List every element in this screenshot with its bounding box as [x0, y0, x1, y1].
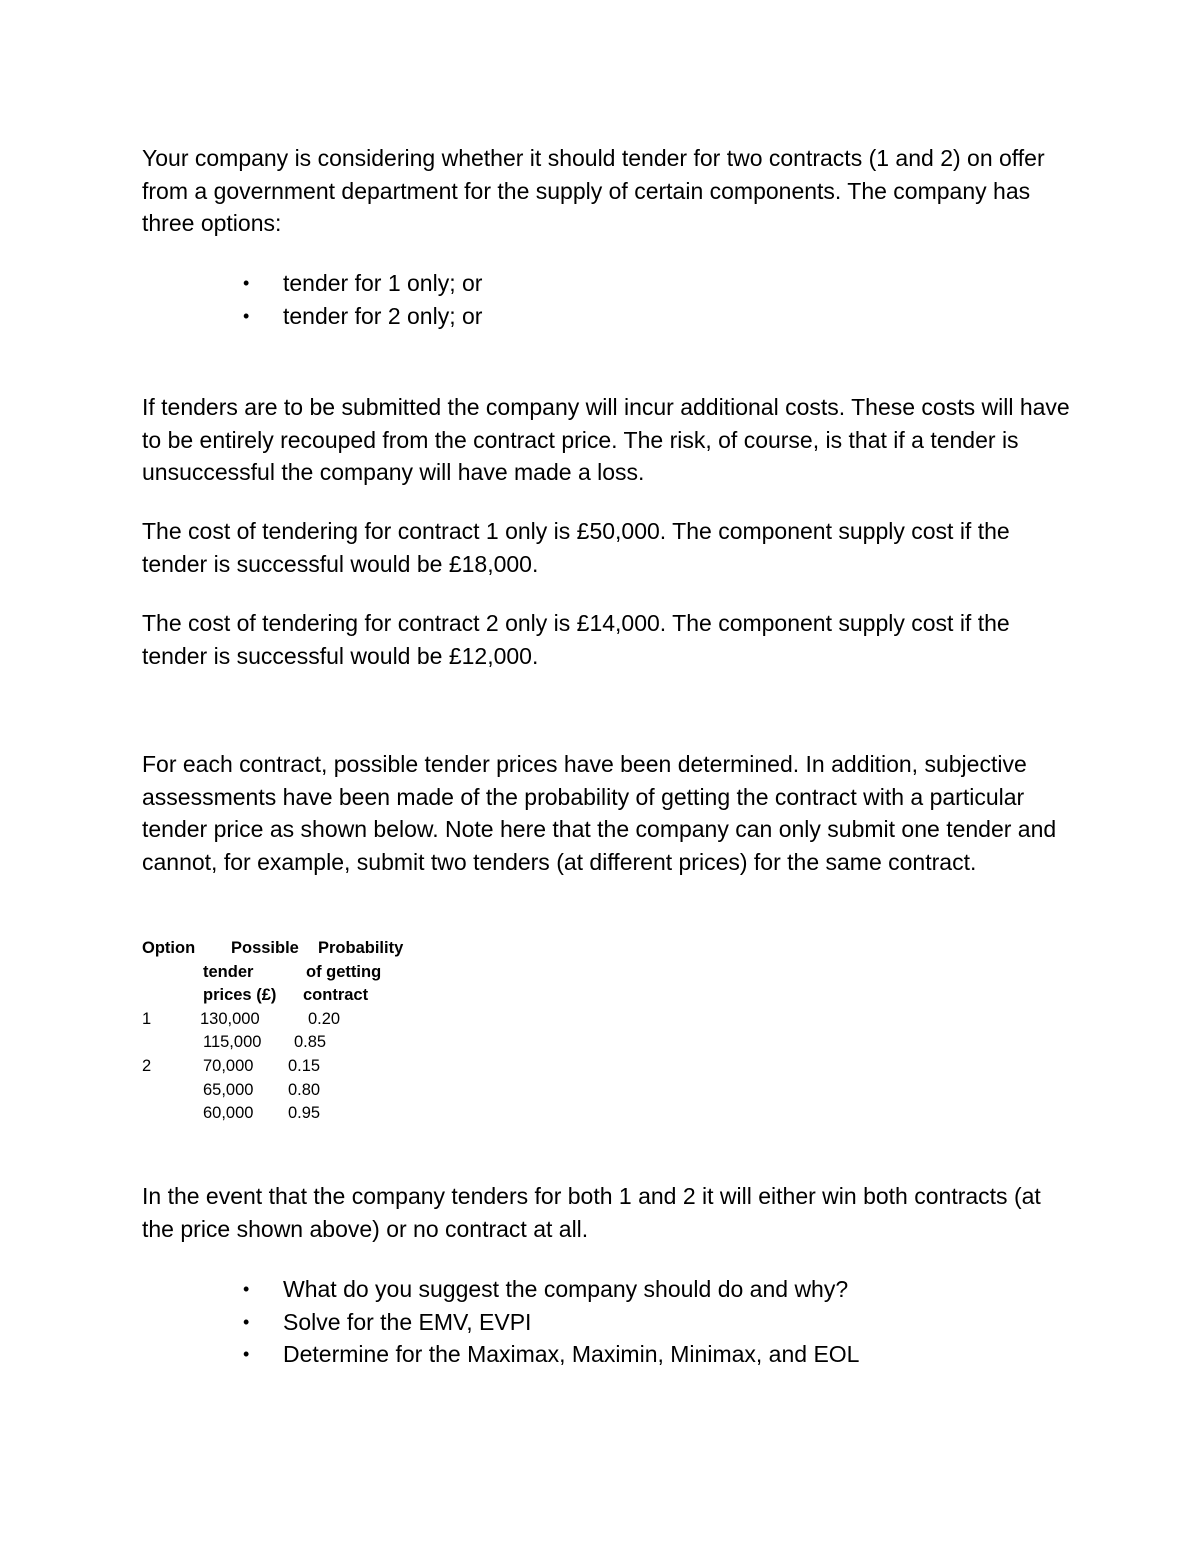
list-item [142, 1306, 1072, 1339]
bullet-icon: • [243, 1311, 250, 1332]
header-cell: tender [203, 962, 254, 981]
list-item [142, 1273, 1072, 1306]
contract2-paragraph: The cost of tendering for contract 2 only is £14,000. The component supply cost if the tender is successful would be £12,000. [142, 610, 1010, 669]
bullet-icon: • [243, 1344, 250, 1364]
header-cell: Possible [231, 939, 299, 957]
probability-cell: 0.80 [288, 1080, 321, 1099]
header-cell: Option [142, 939, 196, 957]
intro-paragraph: Your company is considering whether it should tender for two contracts (1 and 2) on offer from a government department for the supply of certain components. The company has three options: [142, 145, 1045, 236]
probability-cell: 0.20 [308, 1009, 341, 1028]
questions-list [142, 1273, 1072, 1371]
contract1-paragraph: The cost of tendering for contract 1 only is £50,000. The component supply cost if the tender is successful would be £18,000. [142, 518, 1010, 577]
question-text: Determine for the Maximax, Maximin, Minimax, and EOL [283, 1341, 860, 1367]
price-cell: 115,000 [203, 1033, 262, 1052]
both-contracts-paragraph: In the event that the company tenders for both 1 and 2 it will either win both contracts (at the price shown above) or no contract at all. [142, 1183, 1041, 1242]
option-text: tender for 2 only; or [283, 302, 483, 329]
header-cell: contract [303, 986, 369, 1005]
options-list [142, 267, 1072, 332]
bullet-icon: • [243, 273, 250, 293]
option-cell: 2 [142, 1056, 152, 1075]
header-cell: prices (£) [203, 986, 277, 1005]
bullet-icon: • [243, 305, 250, 326]
probability-cell: 0.15 [288, 1056, 321, 1075]
costs-paragraph: If tenders are to be submitted the company will incur additional costs. These costs will have to be entirely recouped from the contract price. The risk, of course, is that if a tender is unsuccessful the company will have made a loss. [142, 394, 1070, 485]
probability-cell: 0.85 [294, 1033, 327, 1052]
option-text: tender for 1 only; or [283, 270, 483, 296]
header-cell: Probability [318, 939, 404, 957]
price-cell: 60,000 [203, 1104, 254, 1123]
list-item [142, 300, 1072, 333]
price-cell: 65,000 [203, 1080, 254, 1099]
header-cell: of getting [306, 962, 382, 981]
question-text: Solve for the EMV, EVPI [283, 1308, 532, 1335]
bullet-icon: • [243, 1279, 250, 1299]
price-cell: 130,000 [200, 1009, 260, 1028]
price-cell: 70,000 [203, 1056, 254, 1075]
list-item [142, 267, 1072, 300]
probability-cell: 0.95 [288, 1104, 321, 1123]
option-cell: 1 [142, 1009, 152, 1028]
list-item [142, 1338, 1072, 1371]
tender-prices-paragraph: For each contract, possible tender prices have been determined. In addition, subjective assessments have been made of the probability of getting the contract with a particular tender price as shown below. Note here that the company can only submit one tender and cannot, for example, submit two tenders (at different prices) for the same contract. [142, 751, 1057, 875]
question-text: What do you suggest the company should do and why? [283, 1276, 849, 1302]
